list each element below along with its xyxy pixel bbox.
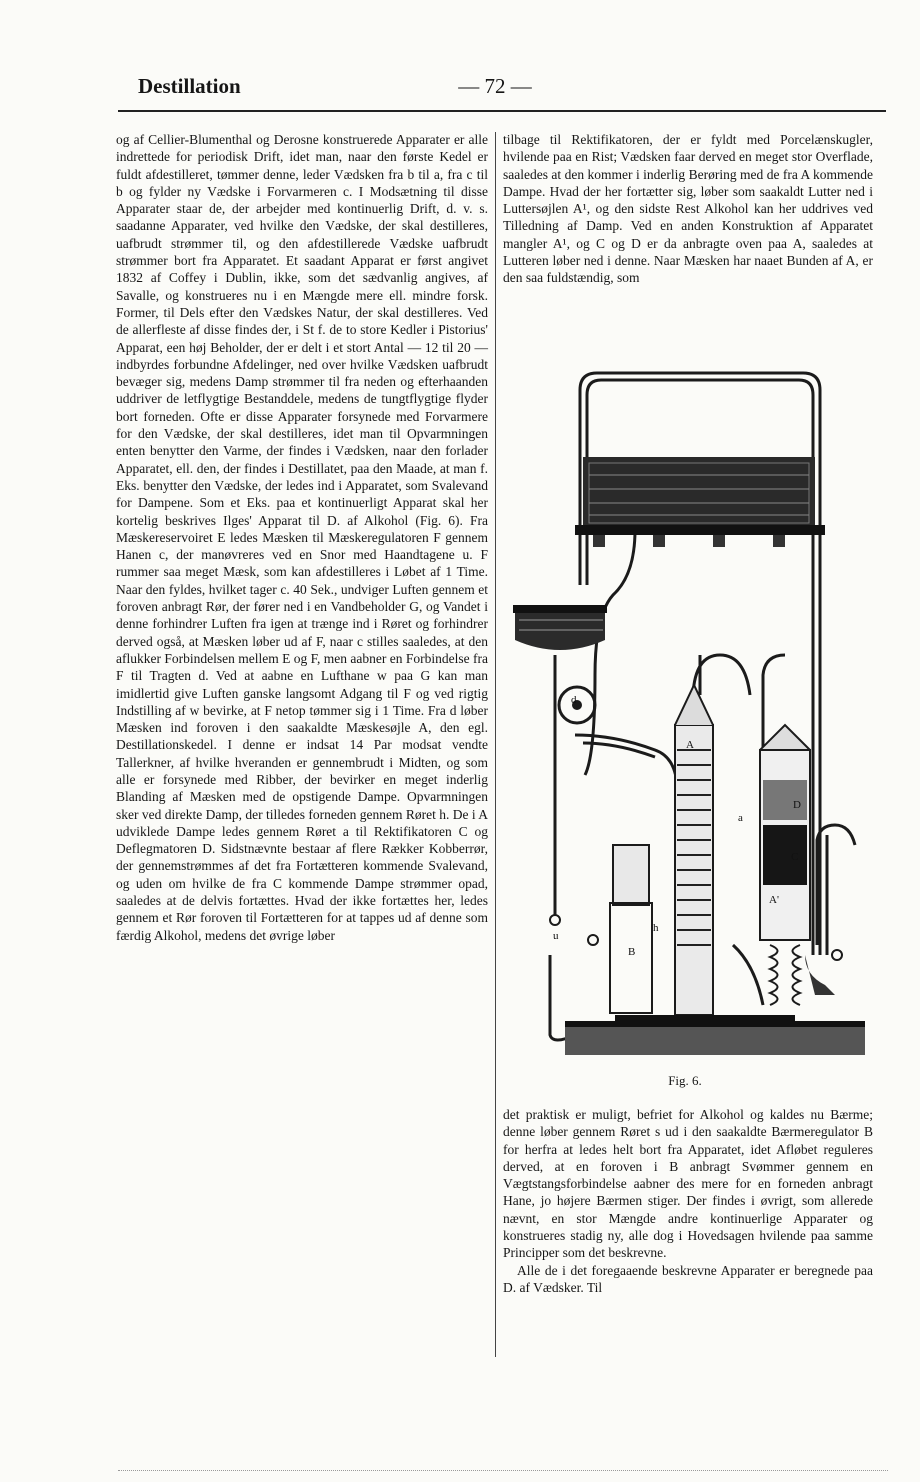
left-column-text (116, 131, 488, 944)
figure-caption: Fig. 6. (668, 1073, 702, 1088)
right-column-paragraph-top: tilbage til Rektifikatoren, der er fyldt med Porcelænskugler, hvilende paa en Rist; Vædsken faar derved en meget stor Overflade, saaledes at den kommer i inderlig Berøring med de fra A kommende Dampe. Hvad der her fortætter sig, løber som saakaldt Lutter ned i Luttersøjlen A¹, og den sidste Rest Alkohol kan her uddrives ved Tilledning af Damp. Ved en anden Konstruktion af Apparatet mangler A¹, og C og D er da anbragte oven paa A, saaledes at Lutteren løber ned i denne. Naar Mæsken har naaet Bunden af A, er den saa fuldstændig, som (503, 132, 873, 286)
right-column-last-paragraph: Alle de i det foregaaende beskrevne Apparater er beregnede paa D. af Vædsker. Til (503, 1262, 873, 1295)
left-column-paragraph: og af Cellier-Blumenthal og Derosne konstruerede Apparater er alle indrettede for periodisk Drift, idet man, naar den første Kedel er fuldt afdestilleret, tømmer denne, leder Vædsken fra b til a, fra c til b og fylder ny Vædske i Forvarmeren c. I Modsætning til disse Apparater staar de, der arbejder med kontinuerlig Drift, d. v. s. saadanne Apparater, ved hvilke den Vædske, der skal destilleres, uafbrudt strømmer til, og den afdestillerede Vædske uafbrudt strømmer bort fra Apparatet. Et saadant Apparat er først angivet 1832 af Coffey i Dublin, ikke, som det sædvanlig angives, af Savalle, og konstrueres nu i en Mængde mere ell. mindre forsk. Former, til Dels efter den Vædskes Natur, der skal destilleres. Ved de allerfleste af disse findes der, i St f. de to store Kedler i Pistorius' Apparat, een høj Beholder, der er delt i et stort Antal — 12 til 20 — indbyrdes forbundne Afdelinger, ned over hvilke Vædsken uafbrudt bevæger sig, medens Damp strømmer til fra neden og efterhaanden uddriver de letflygtige Bestanddele, medens de tungtflygtige flyder bort forneden. Ofte er disse Apparater forsynede med Forvarmere for den Vædske, der skal destilleres, idet man til Opvarmningen enten benytter den Varme, der findes i Vædsken, naar den forlader Apparatet, ell. den, der findes i Destillatet, paa den Maade, at man f. Eks. benytter den Vædske, der ledes ind i Apparatet, som Svalevand for Dampene. Som et Eks. paa et kontinuerligt Apparat skal her kortelig beskrives Ilges' Apparat til D. af Alkohol (Fig. 6). Fra Mæskereservoiret E ledes Mæsken til Mæskeregulatoren F gennem Hanen c, der manøvreres ved en Snor med Haandtagene u. F rummer saa meget Mæsk, som kan afdestilleres i Løbet af 1 Time. Naar den fyldes, hvilket tager c. 40 Sek., undviger Luften gennem et foroven anbragt Rør, der fører ned i en Vandbeholder G, og Vandet i denne forhindrer Luften fra igen at trænge ind i Røret og forhindrer derved også, at Mæsken løber ud af F, naar c stilles saaledes, at den aflukker Forbindelsen mellem E og F, men aabner en Forbindelse fra F til Tragten d. Ved at aabne en Lufthane w paa G kan man imidlertid give Luften ganske langsomt Adgang til F og ved rigtig Indstilling af w bevirke, at F netop tømmer sig i 1 Time. Fra d løber Mæsken ind foroven i den saakaldte Mæskesøjle A, den egl. Destillationskedel. I denne er indsat 14 Par modsat vendte Tallerkner, af hvilke hveranden er gennembrudt i Midten, og som alle er forsynede med Ribber, der bevirker en meget inderlig Blanding af Mæsken med de opstigende Dampe. Opvarmningen sker ved direkte Damp, der tilledes forneden gennem Røret h. De i A udviklede Dampe ledes gennem Røret a til Rektifikatoren C og Deflegmatoren D. Sidstnævnte bestaar af flere Rækker Kobberrør, der gennemstrømmes af det fra Fortætteren kommende Svalevand, og uden om hvilke de fra C kommende Dampe strømmer opad, saaledes at de delvis fortættes. Hvad der ikke fortættes her, ledes gennem et Rør foroven til Fortætteren for at tappes ud af denne som færdig Alkohol, medens det øvrige løber (116, 132, 488, 943)
figure-label-B: B (628, 946, 636, 958)
page-number: — 72 — (458, 74, 532, 98)
header-rule (118, 110, 886, 112)
figure-label-C: C (791, 851, 799, 863)
right-column-text-top (503, 131, 873, 287)
figure-label-u: u (553, 930, 559, 942)
figure-label-D: D (793, 799, 801, 811)
right-column-text-bottom (503, 1106, 873, 1296)
figure-label-h: h (653, 922, 659, 934)
figure-label-a: a (738, 812, 743, 824)
distillation-apparatus-figure (505, 355, 895, 1075)
figure-label-A: A (686, 739, 694, 751)
bottom-rule (118, 1470, 888, 1471)
figure-label-A1: A' (769, 894, 779, 906)
page-header-title: Destillation (138, 74, 241, 98)
figure-label-d: d (571, 694, 577, 706)
column-divider (495, 132, 496, 1357)
right-column-paragraph-bottom: det praktisk er muligt, befriet for Alkohol og kaldes nu Bærme; denne løber gennem Røret s ud i den saakaldte Bærmeregulator B for herfra at ledes helt bort fra Apparatet, idet Afløbet reguleres derved, at en foroven i B anbragt Svømmer gennem en Vægtstangsforbindelse aabner des mere for en forneden anbragt Hane, jo højere Bærmen stiger. Der findes i øvrigt, som allerede nævnt, en stor Mængde andre kontinuerlige Apparater og konstrueres stadig ny, alle dog i Hovedsagen hvilende paa samme Principper som det beskrevne. (503, 1107, 873, 1261)
apparatus-illustration (505, 355, 895, 1075)
